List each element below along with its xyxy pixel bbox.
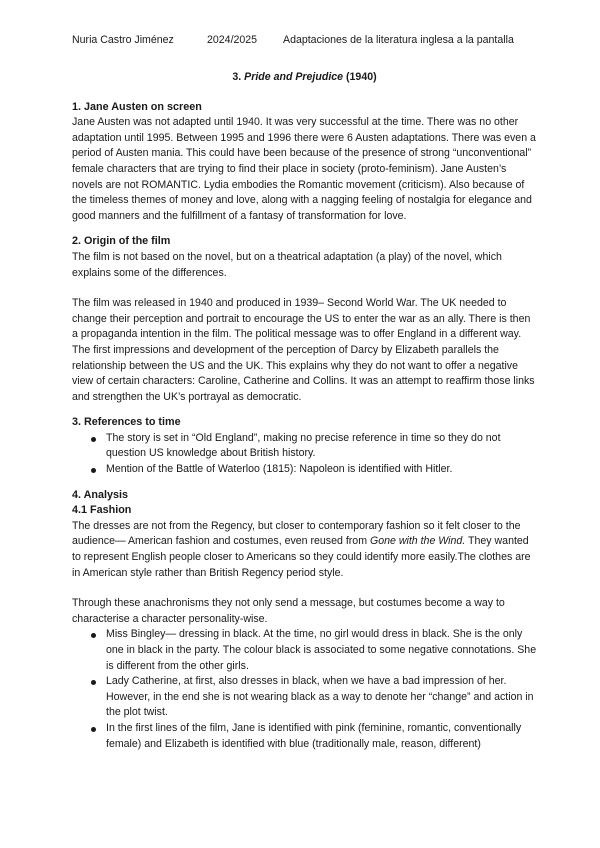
- section-heading: 4. Analysis: [72, 488, 129, 501]
- section-references-to-time: [72, 415, 537, 477]
- list-item: Miss Bingley— dressing in black. At the time, no girl would dress in black. She is the only one in black in the party. The colour black is associated to some negative connotations. She is different from the other girls.: [106, 627, 537, 674]
- paragraph: Through these anachronisms they not only send a message, but costumes become a way to characterise a character personality-wise.: [72, 597, 505, 625]
- section-analysis: [72, 488, 537, 753]
- title-film: Pride and Prejudice: [244, 71, 344, 83]
- bullet-list: [72, 431, 537, 478]
- header-year: 2024/2025: [207, 34, 258, 46]
- header-course: Adaptaciones de la literatura inglesa a la pantalla: [283, 34, 514, 46]
- document-body: [72, 70, 537, 752]
- list-item: The story is set in “Old England”, making no precise reference in time so they do not question US knowledge about British history.: [106, 431, 537, 462]
- list-item: In the first lines of the film, Jane is identified with pink (feminine, romantic, conventionally female) and Elizabeth is identified with blue (traditionally male, reason, different): [106, 721, 537, 752]
- document-title: [72, 70, 537, 86]
- film-title-italic: Gone with the Wind.: [369, 535, 466, 548]
- section-origin-of-film: [72, 234, 537, 405]
- text-run: They wanted to represent English people closer to Americans so they could identify more easily.The clothes are in American style rather than British Regency period style.: [72, 535, 531, 579]
- paragraph: Jane Austen was not adapted until 1940. It was very successful at the time. There was no other adaptation until 1995. Between 1995 and 1996 there were 6 Austen adaptations. There was even a period of Austen mania. This could have been because of the presence of strong “unconventional” female characters that are trying to find their place in society (proto-feminism). Jane Austen’s novels are not ROMANTIC. Lydia embodies the Romantic movement (criticism). Also because of the timeless themes of money and love, along with a nagging feeling of nostalgia for elegance and good manners and the fulfillment of a fantasy of transformation for love.: [72, 116, 536, 222]
- text-run: The dresses are not from the Regency, but closer to contemporary fashion so it felt closer to the audience— American fashion and costumes, even reused from: [72, 519, 521, 548]
- section-heading: 2. Origin of the film: [72, 235, 171, 248]
- list-item: Mention of the Battle of Waterloo (1815): Napoleon is identified with Hitler.: [106, 462, 537, 478]
- paragraph: [72, 519, 537, 581]
- list-item: Lady Catherine, at first, also dresses in black, when we have a bad impression of her. However, in the end she is not wearing black as a way to denote her “change” and action in the plot twist.: [106, 674, 537, 721]
- bullet-list: [72, 627, 537, 752]
- subsection-heading: 4.1 Fashion: [72, 504, 132, 517]
- title-year: (1940): [346, 71, 377, 83]
- section-heading: 1. Jane Austen on screen: [72, 100, 202, 113]
- section-jane-austen-on-screen: [72, 100, 537, 225]
- paragraph: The film was released in 1940 and produced in 1939– Second World War. The UK needed to change their perception and portrait to encourage the US to enter the war as an ally. There is then a propaganda intention in the film. The political message was to offer England in a different way. The first impressions and development of the perception of Darcy by Elizabeth parallels the relationship between the US and the UK. This explains why they do not want to offer a negative view of certain characters: Caroline, Catherine and Collins. It was an attempt to reaffirm those links and strengthen the UK’s portrayal as democratic.: [72, 297, 535, 403]
- title-number: 3.: [232, 71, 242, 83]
- section-heading: 3. References to time: [72, 416, 181, 429]
- header-author: Nuria Castro Jiménez: [72, 34, 174, 46]
- paragraph: The film is not based on the novel, but on a theatrical adaptation (a play) of the novel, which explains some of the differences.: [72, 250, 502, 279]
